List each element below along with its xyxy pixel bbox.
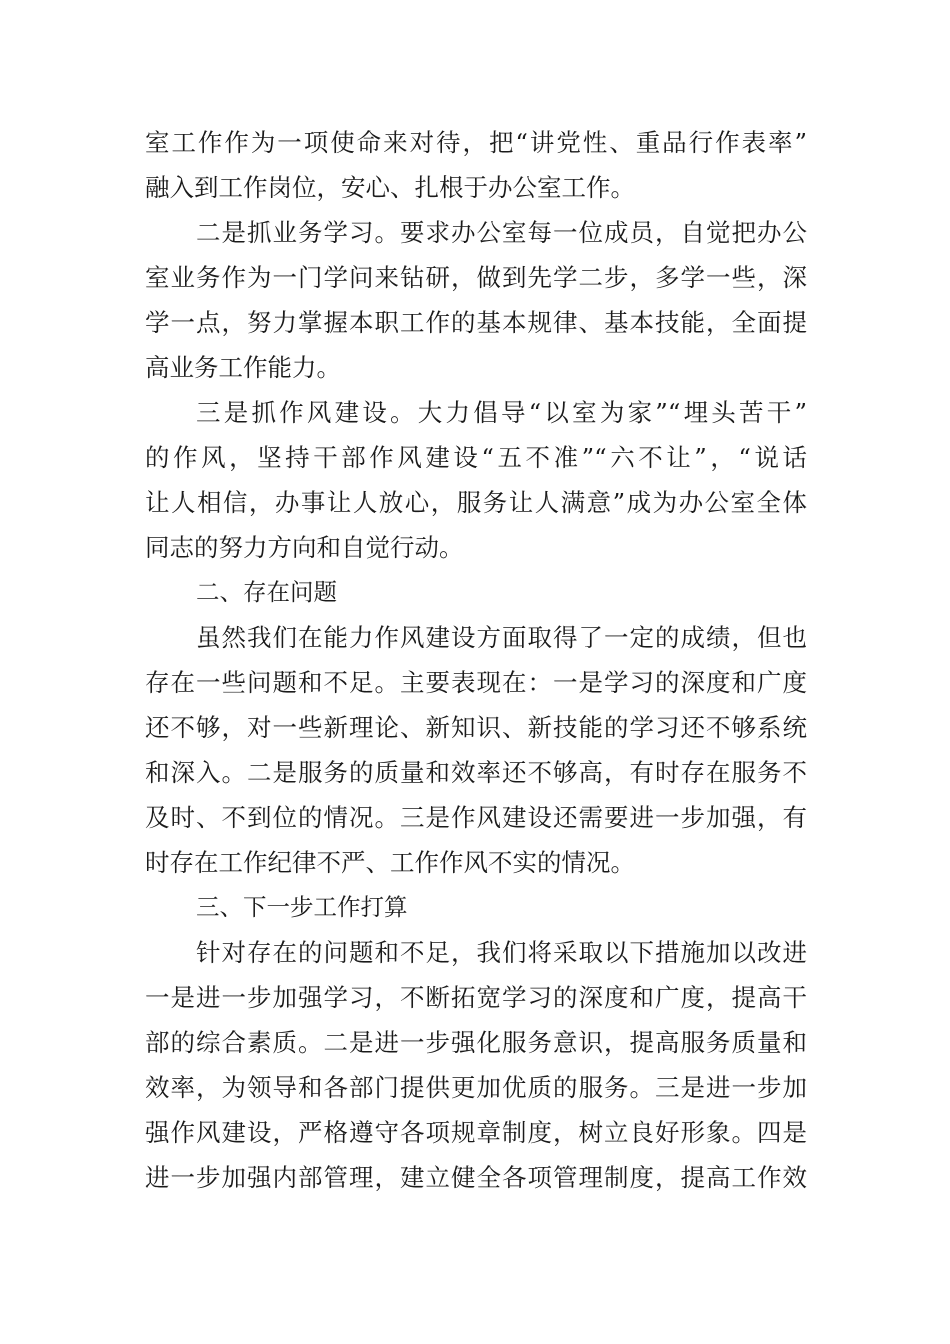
text-line: 室工作作为一项使命来对待，把“讲党性、重品行作表率” — [145, 128, 807, 157]
text-line: 让人相信，办事让人放心，服务让人满意”成为办公室全体 — [145, 488, 807, 517]
section-heading-problems: 二、存在问题 — [196, 578, 337, 606]
text-line: 进一步加强内部管理，建立健全各项管理制度，提高工作效 — [145, 1163, 807, 1192]
document-page — [145, 120, 807, 1200]
text-line: 学一点，努力掌握本职工作的基本规律、基本技能，全面提 — [145, 308, 807, 337]
text-line: 室业务作为一门学问来钻研，做到先学二步，多学一些，深 — [145, 263, 807, 292]
text-line: 二是抓业务学习。要求办公室每一位成员，自觉把办公 — [196, 218, 807, 247]
paragraph-continuation — [145, 120, 807, 210]
paragraph-next-steps — [145, 930, 807, 1200]
text-line: 和深入。二是服务的质量和效率还不够高，有时存在服务不 — [145, 758, 807, 787]
paragraph-business-study — [145, 210, 807, 390]
paragraph-problems — [145, 615, 807, 885]
text-line: 三是抓作风建设。大力倡导“以室为家”“埋头苦干” — [196, 398, 807, 427]
text-line: 同志的努力方向和自觉行动。 — [145, 533, 464, 562]
text-line: 时存在工作纪律不严、工作作风不实的情况。 — [145, 848, 635, 877]
paragraph-work-style — [145, 390, 807, 570]
text-line: 强作风建设，严格遵守各项规章制度，树立良好形象。四是 — [145, 1118, 807, 1147]
section-heading-next-steps: 三、下一步工作打算 — [196, 893, 408, 921]
text-line: 及时、不到位的情况。三是作风建设还需要进一步加强，有 — [145, 803, 807, 832]
text-line: 存在一些问题和不足。主要表现在：一是学习的深度和广度 — [145, 668, 807, 697]
text-line: 针对存在的问题和不足，我们将采取以下措施加以改进 — [196, 938, 807, 967]
text-line: 的作风，坚持干部作风建设“五不准”“六不让”，“说话 — [145, 443, 807, 472]
text-line: 虽然我们在能力作风建设方面取得了一定的成绩，但也 — [196, 623, 807, 652]
text-line: 部的综合素质。二是进一步强化服务意识，提高服务质量和 — [145, 1028, 807, 1057]
text-line: 高业务工作能力。 — [145, 353, 341, 382]
text-line: 效率，为领导和各部门提供更加优质的服务。三是进一步加 — [145, 1073, 807, 1102]
text-line: 还不够，对一些新理论、新知识、新技能的学习还不够系统 — [145, 713, 807, 742]
text-line: 融入到工作岗位，安心、扎根于办公室工作。 — [145, 173, 635, 202]
text-line: 一是进一步加强学习，不断拓宽学习的深度和广度，提高干 — [145, 983, 807, 1012]
